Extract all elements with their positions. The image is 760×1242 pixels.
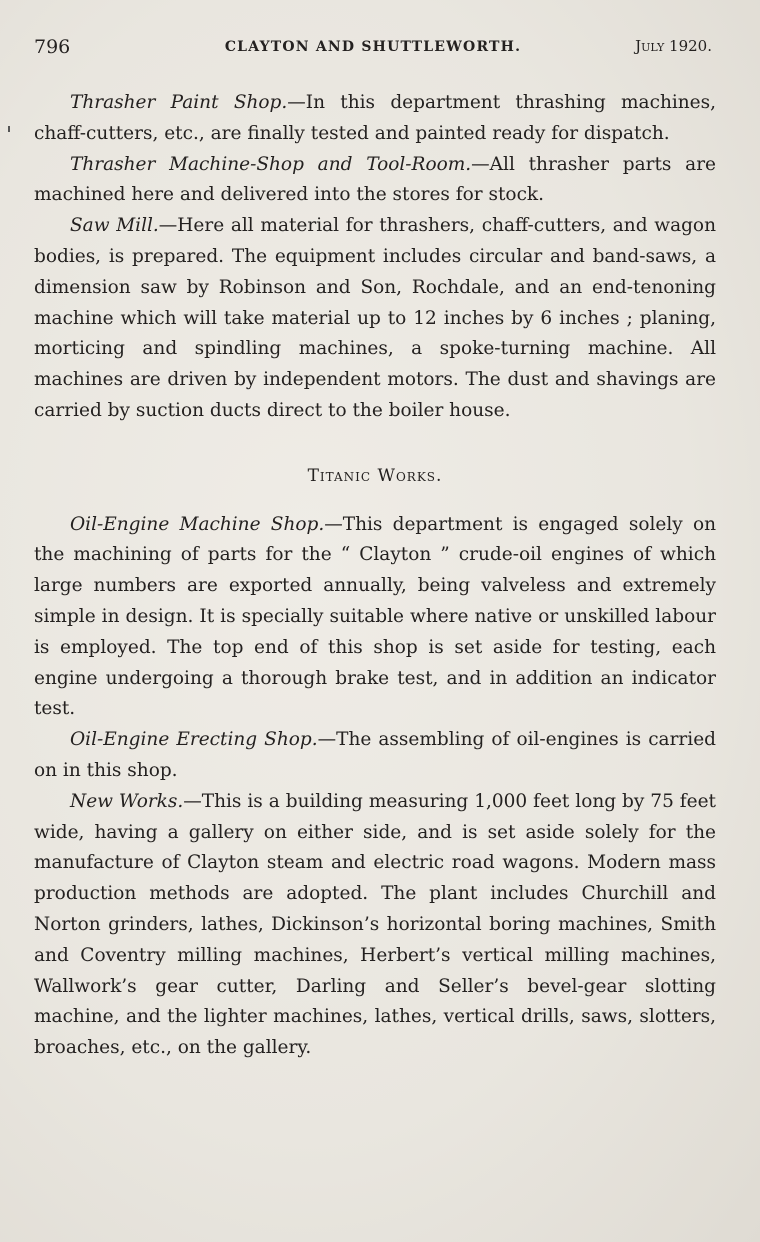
paragraph-text: —This is a building measuring 1,000 feet long by 75 feet wide, having a gallery on either side, and is set aside solely for the manufacture of Clayton steam and electric road wagons. Modern mass production methods are adopted. The plant includes Churchill and Norton grinders, lathes, Dickinson’s horizontal boring machines, Smith and Coventry milling machines, Herbert’s vertical milling machines, Wallwork’s gear cutter, Darling and Seller’s bevel-gear slotting machine, and the lighter machines, lathes, vertical drills, saws, slotters, broaches, etc., on the gallery. <box>34 790 716 1059</box>
paragraph-text: —Here all material for thrashers, chaff-cutters, and wagon bodies, is prepared. The equipment includes circular and band-saws, a dimension saw by Robinson and Son, Rochdale, and an end-tenoning machine which will take material up to 12 inches by 6 inches ; planing, morticing and spindling machines, a spoke-turning machine. All machines are driven by independent motors. The dust and shavings are carried by suction ducts direct to the boiler house. <box>34 215 716 421</box>
margin-mark <box>8 126 10 132</box>
paragraph-heading: Saw Mill. <box>70 215 159 237</box>
paragraph-new-works <box>34 787 716 1064</box>
paragraph-text: —All thrasher parts are machined here and delivered into the stores for stock. <box>34 153 716 206</box>
section-heading: Titanic Works. <box>307 465 443 486</box>
paragraph-heading: Oil-Engine Erecting Shop. <box>70 729 318 751</box>
paragraph-text: —The assembling of oil-engines is carried on in this shop. <box>34 729 716 781</box>
paragraph-text: —This department is engaged solely on the machining of parts for the “ Clayton ” crude-oil engines of which large numbers are exported annually, being valveless and extremely simple in design. It is specially suitable where native or unskilled labour is employed. The top end of this shop is set aside for testing, each engine undergoing a thorough brake test, and in addition an indicator test. <box>34 513 716 720</box>
paragraph-heading: New Works. <box>70 790 184 812</box>
paragraph-heading: Oil-Engine Machine Shop. <box>70 513 325 535</box>
paragraph-thrasher-paint-shop <box>34 88 716 150</box>
running-title: CLAYTON AND SHUTTLEWORTH. <box>224 39 522 55</box>
page-header <box>34 36 712 62</box>
paragraph-oil-engine-erecting-shop <box>34 725 716 787</box>
header-date: July 1920. <box>635 37 712 55</box>
page-number: 796 <box>34 36 71 58</box>
paragraph-saw-mill <box>34 211 716 427</box>
paragraph-heading: Thrasher Machine-Shop and Tool-Room. <box>70 153 472 175</box>
paragraph-oil-engine-machine-shop <box>34 510 716 726</box>
body-text <box>34 88 716 1064</box>
paragraph-heading: Thrasher Paint Shop. <box>70 92 288 113</box>
paragraph-thrasher-machine-shop <box>34 150 716 212</box>
paragraph-text: —In this department thrashing machines, chaff-cutters, etc., are finally tested and painted ready for dispatch. <box>34 92 717 144</box>
